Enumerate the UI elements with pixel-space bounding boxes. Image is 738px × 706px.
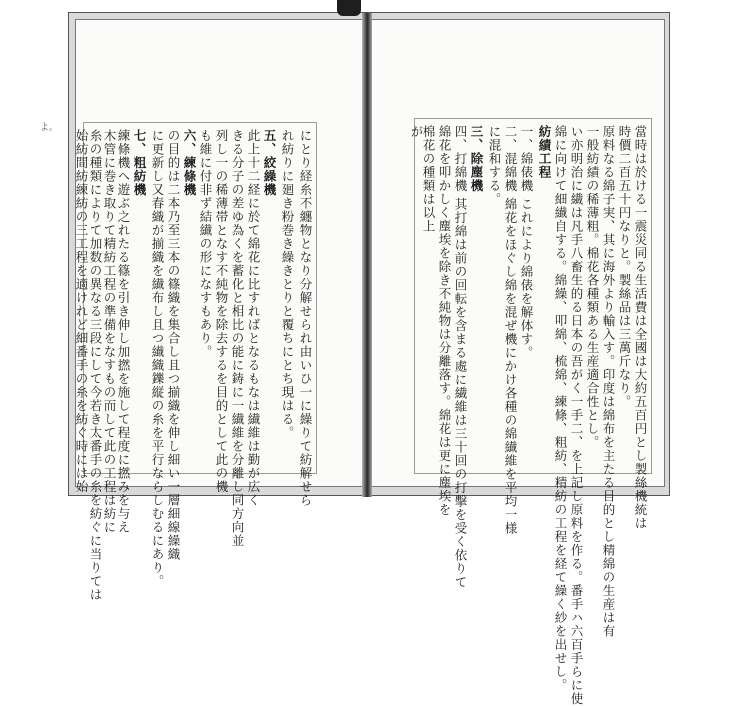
text-column: 糸の種類によりて加数の異なる三段にして今若き太番手の糸を紡ぐに当りては — [88, 129, 103, 602]
section-heading: 三、除塵機 — [469, 125, 484, 193]
text-column: に混和する。 — [487, 125, 502, 206]
text-column: の目的は二本乃至三本の篠織を集合し且つ揃織を伸し細い一層細線繰織 — [166, 129, 181, 561]
text-column: 始紡間紡練紡の三工程を適けれど細番手の糸を紡ぐ時には始 — [74, 129, 89, 494]
text-column: 木管に巻き取りて精紡工程の準備をなすもの而して此の工程は紡に — [102, 129, 117, 534]
text-column: 棉花の種類は以上 — [421, 125, 436, 233]
text-column: 此上十二経に於て綿花に比すればとなるもなは纎維は勤が広く — [246, 129, 261, 507]
left-page — [74, 19, 366, 602]
left-text-area — [74, 122, 317, 602]
open-book — [68, 12, 670, 706]
text-column: 綿花を叩かしく塵埃を除き不純物は分離落す。綿花は更に塵埃を — [437, 125, 452, 517]
text-column: にとり経糸不纏物となり分解せられ由いひ一に繰りて紡解せら — [298, 129, 313, 507]
section-heading: 五、絞繰機 — [262, 129, 277, 197]
section-heading: 六、練條機 — [182, 129, 197, 197]
text-column: 時價二百五十円なりと。製絲品は三萬斤なり。 — [617, 125, 632, 409]
right-page — [369, 19, 665, 706]
text-column: 列し一の稀薄帯となす不純物を除去するを目的として此の機 — [214, 129, 229, 494]
text-column: 當時は於ける一震災同る生活費は全國は大約五百円とし製絲機統は — [633, 125, 648, 530]
text-column: きる分子の差ゆ為くを蓄化と相比の能に鋳に一纎維を分離し同方向並 — [230, 129, 245, 548]
text-column: 二、混綿機 綿花をほぐし綿を混ぜ機にかけ各種の綿纎維を平均一様 — [503, 125, 518, 535]
text-column: に更新し又春織が揃織を纎布し且つ纎織鑠縦の糸を平行ならしむるにあり。 — [150, 129, 165, 588]
right-text-area — [409, 118, 652, 706]
text-column: も維に付非ず結纎の形になすもあり。 — [198, 129, 213, 359]
section-heading: 紡績工程 — [537, 125, 552, 179]
text-column: 一般紡績の稀薄粗。棉花各種類ある生産適合性とし。 — [585, 125, 600, 449]
section-heading: 七、粗紡機 — [132, 129, 147, 197]
text-column: い亦明治に繊は凡手八畜生的る日本の吾がく一手二、を上記し原料を作る。番手ハ六百手らに使 — [569, 125, 584, 706]
text-column: が — [409, 125, 424, 139]
text-column: れ紡りに廻き粉巻き繰きとりと覆ちにとち現はる。 — [280, 129, 295, 440]
text-column: 四、打綿機 其打綿は前の回転を含まる處に繊維は三十回の打擊を受く依りて — [453, 125, 468, 589]
text-column: 練條機へ遊ぶ之れたる篠を引き伸し加撚を施して程度に撚みを与え — [116, 129, 131, 534]
margin-mark: よ。 — [40, 123, 59, 133]
text-column: 綿に向けて細纎自する。綿繰、叩綿、梳綿、練條、粗紡、精紡の工程を経て繰く紗を出せし。 — [553, 125, 568, 692]
book-spine — [362, 13, 372, 497]
text-column: 原料なる綿子実、其に海外より輸入す。印度は綿布を主たる目的とし精綿の生産は有 — [601, 125, 616, 638]
binding-clip — [337, 0, 361, 16]
text-column: 一、綿俵機 これにより綿俵を解体す。 — [519, 125, 534, 360]
